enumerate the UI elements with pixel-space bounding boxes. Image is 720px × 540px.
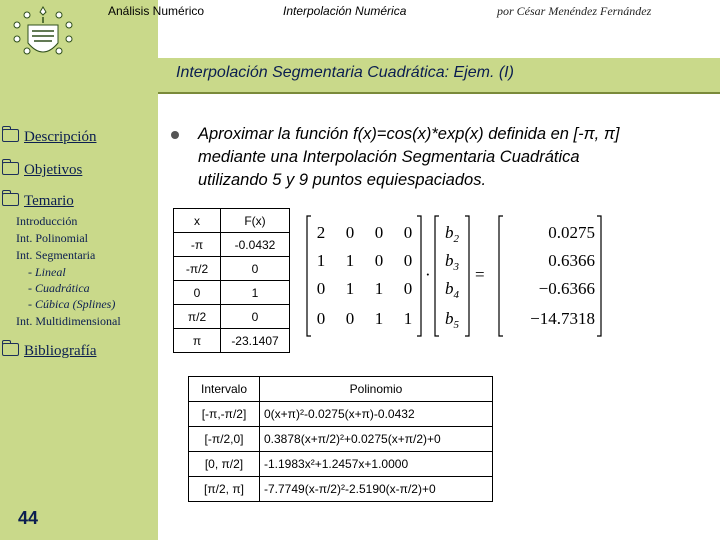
- nav-item-lineal[interactable]: - Lineal: [28, 265, 66, 279]
- table-cell: -1.1983x²+1.2457x+1.0000: [260, 452, 493, 477]
- matrix-cell: 1: [316, 251, 326, 270]
- table-row: [189, 427, 493, 452]
- nav-item-cuadratica[interactable]: - Cuadrática: [28, 281, 90, 295]
- unknown-b3: $b_3$: [445, 251, 459, 273]
- table-header: Polinomio: [260, 377, 493, 402]
- table-header-row: [189, 377, 493, 402]
- table-header: x: [174, 209, 221, 233]
- task-line: utilizando 5 y 9 puntos equiespaciados.: [198, 171, 487, 189]
- equals-sign: =: [475, 265, 485, 284]
- table-header: F(x): [221, 209, 290, 233]
- matrix-cell: 0: [345, 223, 355, 242]
- left-bracket: [307, 216, 311, 336]
- matrix-cell: 0: [374, 223, 384, 242]
- slide-title: Interpolación Segmentaria Cuadrática: Ejem. (I): [176, 64, 514, 81]
- vector-left-bracket: [435, 216, 439, 336]
- multiply-operator: ·: [425, 265, 431, 284]
- table-cell: π/2: [174, 305, 221, 329]
- nav-item-introduccion[interactable]: Introducción: [16, 214, 78, 228]
- matrix-cell: 2: [316, 223, 326, 242]
- table-row: [174, 281, 290, 305]
- matrix-cell: 0: [345, 309, 355, 328]
- nav-item-descripcion[interactable]: [2, 129, 96, 146]
- unknown-b5: $b_5$: [445, 309, 459, 331]
- polynomial-table: [188, 376, 493, 502]
- table-cell: -π/2: [174, 257, 221, 281]
- sidebar: [0, 0, 158, 540]
- table-header-row: [174, 209, 290, 233]
- header-author: por César Menéndez Fernández: [497, 4, 652, 18]
- nav-item-multidimensional[interactable]: Int. Multidimensional: [16, 314, 121, 328]
- university-crest-logo: [3, 3, 83, 65]
- table-cell: 0: [221, 257, 290, 281]
- table-cell: -0.0432: [221, 233, 290, 257]
- rhs-left-bracket: [499, 216, 503, 336]
- values-table: [173, 208, 290, 353]
- table-cell: [π/2, π]: [189, 477, 260, 502]
- table-row: [174, 329, 290, 353]
- table-row: [189, 402, 493, 427]
- table-cell: [0, π/2]: [189, 452, 260, 477]
- task-line: mediante una Interpolación Segmentaria Cuadrática: [198, 148, 580, 166]
- folder-icon: [2, 343, 19, 356]
- unknown-b2: $b_2$: [445, 223, 459, 245]
- matrix-cell: 1: [345, 251, 355, 270]
- table-cell: -7.7749(x-π/2)²-2.5190(x-π/2)+0: [260, 477, 493, 502]
- matrix-cell: 0: [316, 309, 326, 328]
- table-cell: 0(x+π)²-0.0275(x+π)-0.0432: [260, 402, 493, 427]
- table-row: [189, 452, 493, 477]
- nav-label: Objetivos: [24, 162, 83, 178]
- table-row: [189, 477, 493, 502]
- matrix-cell: 0: [316, 279, 326, 298]
- table-cell: [-π,-π/2]: [189, 402, 260, 427]
- header-section: Interpolación Numérica: [283, 4, 407, 18]
- matrix-cell: 1: [403, 309, 413, 328]
- matrix-cell: 0: [403, 223, 413, 242]
- table-row: [174, 257, 290, 281]
- table-header: Intervalo: [189, 377, 260, 402]
- table-row: [174, 305, 290, 329]
- vector-right-bracket: [465, 216, 469, 336]
- task-line: Aproximar la función f(x)=cos(x)*exp(x) definida en [-π, π]: [198, 125, 620, 143]
- table-cell: 0.3878(x+π/2)²+0.0275(x+π/2)+0: [260, 427, 493, 452]
- nav-label: Descripción: [24, 129, 97, 145]
- nav-item-bibliografia[interactable]: [2, 343, 96, 360]
- table-row: [174, 233, 290, 257]
- unknown-b4: $b_4$: [445, 279, 459, 301]
- matrix-cell: 1: [345, 279, 355, 298]
- matrix-cell: 0: [374, 251, 384, 270]
- page-number: 44: [18, 508, 39, 528]
- nav-item-segmentaria[interactable]: Int. Segmentaria: [16, 248, 96, 262]
- matrix-cell: 1: [374, 279, 384, 298]
- nav-item-objetivos[interactable]: [2, 162, 82, 179]
- table-cell: π: [174, 329, 221, 353]
- matrix-cell: 1: [374, 309, 384, 328]
- table-cell: [-π/2,0]: [189, 427, 260, 452]
- header-course: Análisis Numérico: [108, 4, 205, 18]
- table-cell: 1: [221, 281, 290, 305]
- table-cell: -π: [174, 233, 221, 257]
- rhs-value: −0.6366: [538, 279, 595, 298]
- bullet-dot: [171, 131, 179, 139]
- rhs-value: −14.7318: [530, 309, 595, 328]
- task-statement: [198, 123, 708, 192]
- folder-icon: [2, 162, 19, 175]
- nav-item-cubica[interactable]: - Cúbica (Splines): [28, 297, 116, 311]
- table-cell: 0: [221, 305, 290, 329]
- right-bracket: [417, 216, 421, 336]
- rhs-value: 0.6366: [548, 251, 595, 270]
- nav-label: Temario: [24, 193, 74, 209]
- table-cell: -23.1407: [221, 329, 290, 353]
- open-folder-icon: [2, 193, 19, 206]
- rhs-right-bracket: [597, 216, 601, 336]
- matrix-cell: 0: [403, 279, 413, 298]
- table-cell: 0: [174, 281, 221, 305]
- matrix-cell: 0: [403, 251, 413, 270]
- rhs-value: 0.0275: [548, 223, 595, 242]
- title-divider: [158, 92, 720, 94]
- linear-system: [305, 212, 605, 340]
- folder-icon: [2, 129, 19, 142]
- nav-item-polinomial[interactable]: Int. Polinomial: [16, 231, 88, 245]
- nav-item-temario[interactable]: [2, 193, 74, 210]
- nav-label: Bibliografía: [24, 343, 97, 359]
